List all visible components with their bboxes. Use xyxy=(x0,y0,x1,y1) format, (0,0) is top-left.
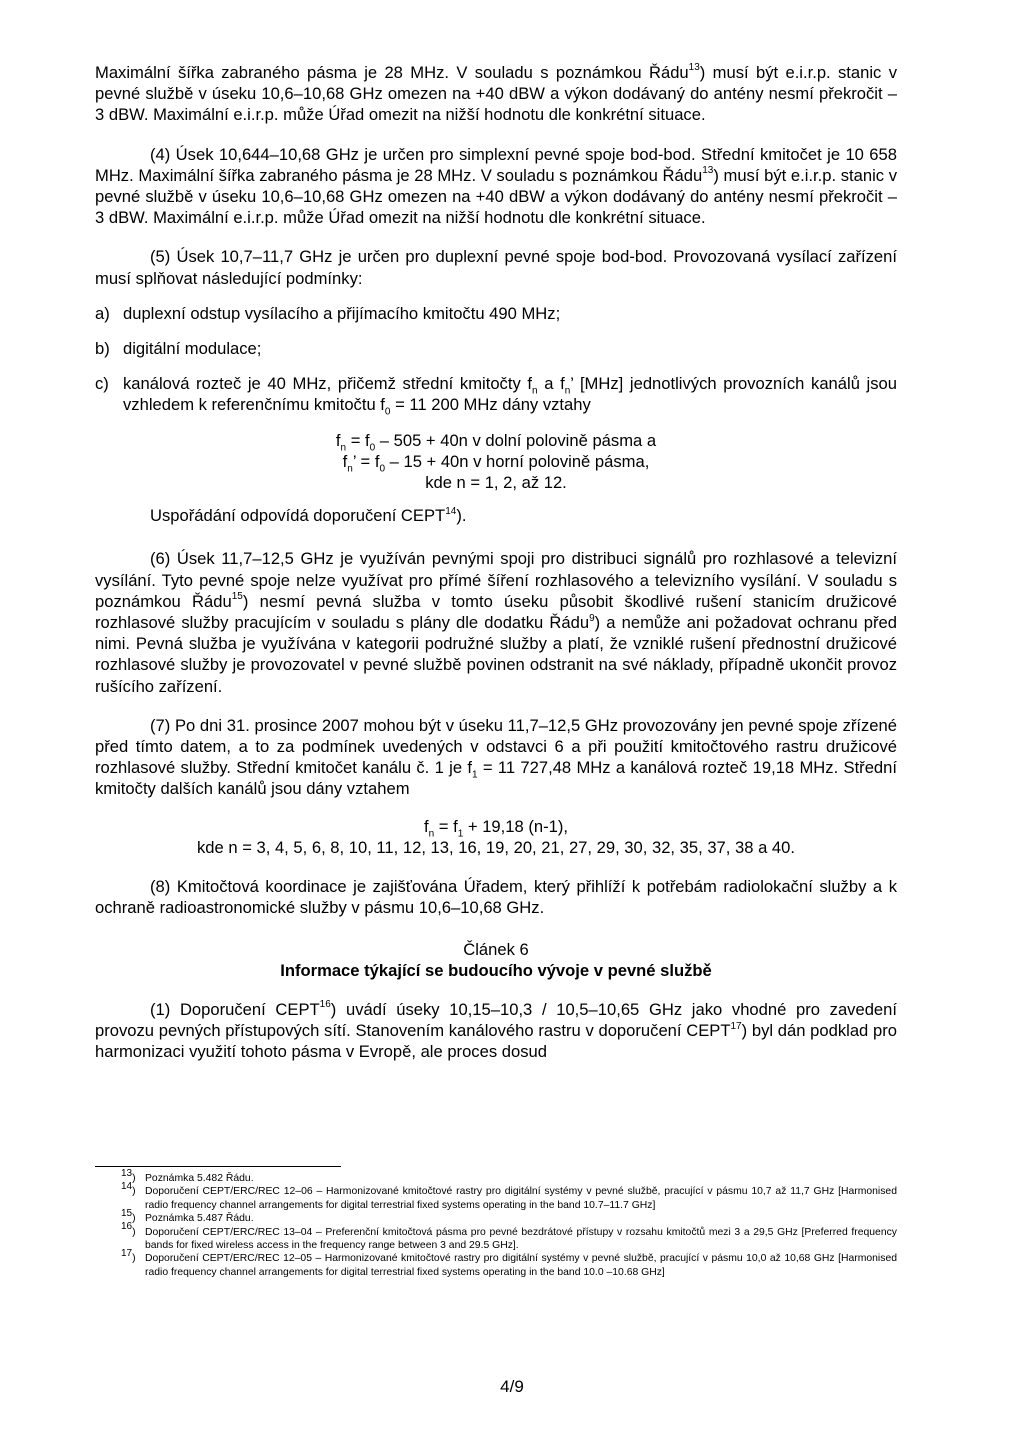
list-item xyxy=(95,303,897,324)
document-body xyxy=(95,62,897,1063)
article-title: Článek 6 xyxy=(463,939,529,959)
footnote-separator xyxy=(95,1166,341,1167)
paragraph-8: (8) Kmitočtová koordinace je zajišťována Úřadem, který přihlíží k potřebám radiolokační služby a k ochraně radioastronomické služby v pásmu 10,6–10,68 GHz. xyxy=(95,877,897,918)
formula-upper-half: $f_n$’ = $f_0 - 15 + 40n$ v horní polovině pásma, xyxy=(342,451,650,475)
arrangement-note: Uspořádání odpovídá doporučení CEPT$^{14}$). xyxy=(150,505,467,526)
article-subtitle: Informace týkající se budoucího vývoje v pevné službě xyxy=(280,960,712,980)
paragraph-7: (7) Po dni 31. prosince 2007 mohou být v úseku 11,7–12,5 GHz provozovány jen pevné spoje zřízené před tímto datem, a to za podmínek uvedených v odstavci 6 a při použití kmitočtového rastru družicové rozhlasové služby. Střední kmitočet kanálu č. 1 je $f_1 = 11$ 727,48 MHz a kanálová rozteč 19,18 MHz. Střední kmitočty dalších kanálů jsou dány vztahem xyxy=(95,715,897,799)
formula-channels: $f_n = f_1 + 19,18$ (n-1), xyxy=(424,816,568,839)
paragraph-6: (6) Úsek 11,7–12,5 GHz je využíván pevnými spoji pro distribuci signálů pro rozhlasové a televizní vysílání. Tyto pevné spoje nelze využívat pro přímé šíření rozhlasového a televizního vysílání. V souladu s poznámkou Řádu$^{15}$) nesmí pevná služba v tomto úseku působit škodlivé rušení stanicím družicové rozhlasové služby pracujícím v souladu s plány dle dodatku Řádu$^9$) a nemůže ani požadovat ochranu před nimi. Pevná služba je využívána v kategorii podružné služby a platí, že vzniklé rušení přednostní družicové rozhlasové služby je provozovatel v pevné službě povinen odstranit na své náklady, případně ukončit provoz rušícího zařízení. xyxy=(95,549,897,696)
page-number: 4/9 xyxy=(500,1377,524,1396)
footnote: $^{13}$) Poznámka 5.482 Řádu. xyxy=(121,1167,254,1184)
formula-range: kde n = 1, 2, až 12. xyxy=(425,473,567,493)
conditions-list xyxy=(95,303,897,416)
list-item-label: b) xyxy=(95,339,110,359)
list-item-label: c) xyxy=(95,374,109,394)
list-item xyxy=(95,373,898,418)
list-item-label: a) xyxy=(95,303,110,323)
list-item-text: digitální modulace; xyxy=(123,339,262,359)
intro-paragraph: Maximální šířka zabraného pásma je 28 MHz. V souladu s poznámkou Řádu$^{13}$) musí být e.i.r.p. stanic v pevné službě v úseku 10,6–10,68 GHz omezen na +40 dBW a výkon dodávaný do antény nesmí překročit –3 dBW. Maximální e.i.r.p. může Úřad omezit na nižší hodnotu dle konkrétní situace. xyxy=(95,62,897,125)
footnote: $^{15}$) Poznámka 5.487 Řádu. xyxy=(121,1207,254,1225)
paragraph-4: (4) Úsek 10,644–10,68 GHz je určen pro simplexní pevné spoje bod-bod. Střední kmitočet je 10 658 MHz. Maximální šířka zabraného pásma je 28 MHz. V souladu s poznámkou Řádu$^{13}$) musí být e.i.r.p. stanic v pevné službě v úseku 10,6–10,68 GHz omezen na +40 dBW a výkon dodávaný do antény nesmí překročit –3 dBW. Maximální e.i.r.p. může Úřad omezit na nižší hodnotu dle konkrétní situace. xyxy=(95,144,897,228)
list-item-text: duplexní odstup vysílacího a přijímacího kmitočtu 490 MHz; xyxy=(123,303,561,323)
footnote: $^{14}$) Doporučení CEPT/ERC/REC 12–06 – Harmonizované kmitočtové rastry pro digitální systémy v pevné službě, pracující v pásmu 10,7 až 11,7 GHz [Harmonised radio frequency channel arrangements for digital terrestrial fixed systems operating in the band 10.7–11.7 GHz] xyxy=(121,1180,897,1211)
list-item-text: kanálová rozteč je 40 MHz, přičemž střední kmitočty $f_n$ a $f_n$’ [MHz] jednotlivých provozních kanálů jsou vzhledem k referenčnímu kmitočtu $f_0 = 11$ 200 MHz dány vztahy xyxy=(123,374,898,418)
formula-channel-list: kde n = 3, 4, 5, 6, 8, 10, 11, 12, 13, 16, 19, 20, 21, 27, 29, 30, 32, 35, 37, 38 a 40. xyxy=(197,837,795,857)
footnotes xyxy=(121,1167,897,1279)
list-item xyxy=(95,338,897,359)
footnote: $^{17}$) Doporučení CEPT/ERC/REC 12–05 – Harmonizované kmitočtové rastry pro digitální systémy v pevné službě, pracující v pásmu 10,0 až 10,68 GHz [Harmonised radio frequency channel arrangements for digital terrestrial fixed systems operating in the band 10.0 –10.68 GHz] xyxy=(121,1247,897,1278)
article-paragraph-1: (1) Doporučení CEPT$^{16}$) uvádí úseky 10,15–10,3 / 10,5–10,65 GHz jako vhodné pro zavedení provozu pevných přístupových sítí. Stanovením kanálového rastru v doporučení CEPT$^{17}$) byl dán podklad pro harmonizaci využití tohoto pásma v Evropě, ale proces dosud xyxy=(95,999,897,1062)
paragraph-5: (5) Úsek 10,7–11,7 GHz je určen pro duplexní pevné spoje bod-bod. Provozovaná vysílací zařízení musí splňovat následující podmínky: xyxy=(95,247,897,288)
footnote: $^{16}$) Doporučení CEPT/ERC/REC 13–04 – Preferenční kmitočtová pásma pro pevné bezdrátové přístupy v rozsahu kmitočtů mezi 3 a 29,5 GHz [Preferred frequency bands for fixed wireless access in the frequency range between 3 and 29.5 GHz]. xyxy=(121,1221,897,1252)
formula-lower-half: $f_n = f_0 - 505 + 40n$ v dolní polovině pásma a xyxy=(335,430,657,453)
